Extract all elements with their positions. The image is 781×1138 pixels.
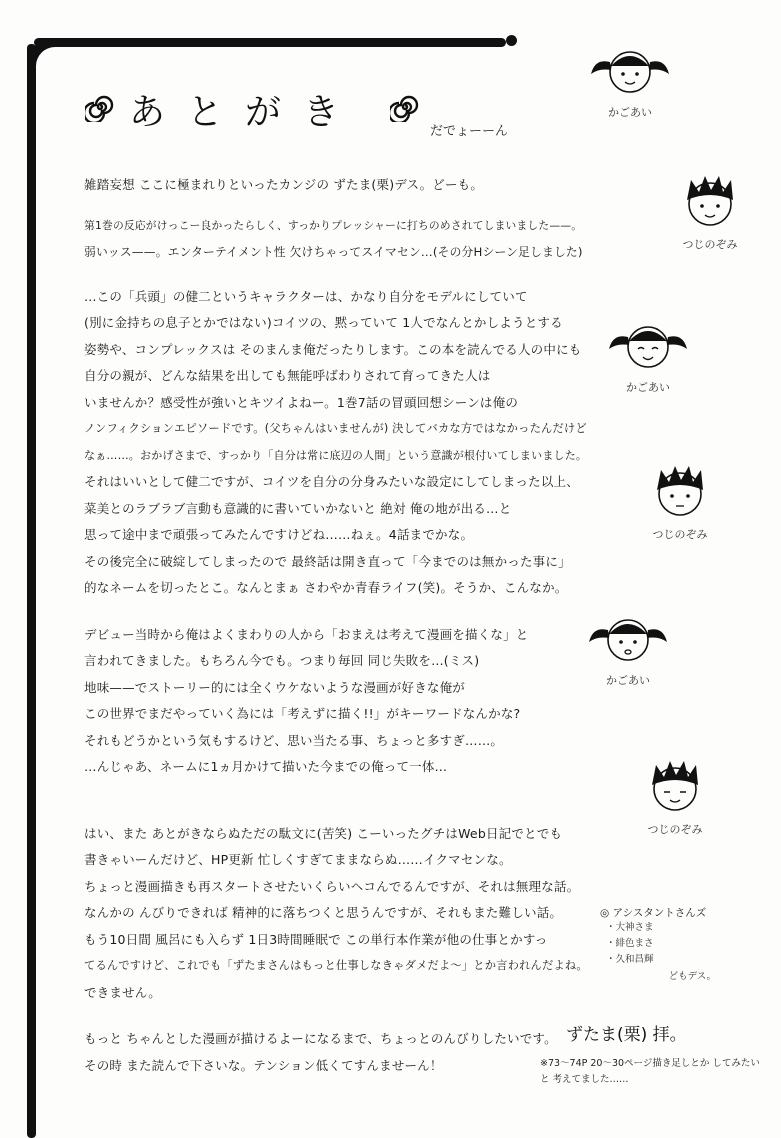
footnote: ※73〜74P 20〜30ページ描き足しとか してみたいと 考えてました…… [540,1058,760,1085]
frame-left-border [27,44,36,1138]
text-line: 菜美とのラブラブ言動も意識的に書いていかないと 絶対 俺の地が出る…と [84,500,512,516]
character-label: かごあい [608,106,652,119]
assistant-heading: ◎ アシスタントさんズ [600,907,707,919]
character-face-icon [630,755,720,819]
character-label: かごあい [626,381,670,394]
character-label: つじのぞみ [682,238,738,251]
afterword-paragraph [84,284,588,602]
text-line: できません。 [84,984,161,1000]
frame-corner [27,38,57,68]
afterword-body [84,172,588,1079]
text-line: 言われてきました。もちろん今でも。つまり毎回 同じ失敗を…(ミス) [84,653,480,668]
text-line: それもどうかという気もするけど、思い当たる事、ちょっと多すぎ……。 [84,732,504,748]
frame-top-border [34,38,506,47]
text-line: 的なネームを切ったとこ。なんとまぁ さわやか青春ライフ(笑)。そうか、こんなか。 [84,580,568,595]
character-sketch [578,608,678,688]
page-title: あとがき [129,92,362,133]
text-line: 思って途中まで頑張ってみたんですけどね……ねぇ。4話までかな。 [84,527,474,542]
text-line: いませんか？感受性が強いとキツイよねー。1巻7話の冒頭回想シーンは俺の [84,394,519,410]
text-line: 弱いッス——。エンターテイメント性 欠けちゃってスイマセン…(その分Hシーン足しました) [84,245,583,259]
text-line: デビュー当時から俺はよくまわりの人から「おまえは考えて漫画を描くな」と [84,626,529,642]
text-line: その後完全に破綻してしまったので 最終話は開き直って「今までのは無かった事に」 [84,553,571,569]
text-line: この世界でまだやっていく為には「考えずに描く!!」がキーワードなんかな? [84,706,521,721]
text-line: もう10日間 風呂にも入らず 1日3時間睡眠で この単行本作業が他の仕事とかすっ [84,931,548,947]
character-sketch [625,755,725,837]
text-line: 書きゃいーんだけど、HP更新 忙しくすぎてままならぬ……イクマセンな。 [84,852,512,867]
afterword-paragraph [84,213,584,266]
text-line: なぁ……。おかげさまで、すっかり「自分は常に底辺の人間」という意識が根付いてしまいました。 [84,448,588,462]
text-line: 自分の親が、どんな結果を出しても無能呼ばわりされて育ってきた人は [84,368,491,383]
afterword-paragraph [84,172,584,199]
text-line: 第1巻の反応がけっこー良かったらしく、すっかりプレッシャーに打ちのめされてしまいました——。 [84,218,583,232]
character-face-icon [585,40,675,102]
text-line: もっと ちゃんとした漫画が描けるよーになるまで、ちょっとのんびりしたいです。 [84,1031,557,1046]
afterword-paragraph [84,821,588,1007]
character-sketch [630,460,730,542]
signature: ずたま(栗) 拝。 [566,1025,687,1045]
text-line: なんかの んびりできれば 精神的に落ちつくと思うんですが、それもまた難しい話。 [84,905,563,920]
text-line: 姿勢や、コンプレックスは そのまんま俺だったりします。この本を読んでる人の中にも [84,341,582,357]
assistant-name: ・久和昌輝 [606,954,654,965]
assistant-name: ・緋色まさ [606,938,654,949]
text-line: それはいいとして健二ですが、コイツを自分の分身みたいな設定にしてしまった以上、 [84,474,579,489]
character-face-icon [665,170,755,234]
author-tag: だでょーーん [430,124,509,139]
text-line: …んじゃあ、ネームに1ヵ月かけて描いた今までの俺って一体… [84,759,448,774]
character-label: かごあい [606,674,650,687]
assistant-credits [600,905,720,982]
character-face-icon [635,460,725,524]
text-line: ノンフィクションエピソードです。(父ちゃんはいませんが) 決してバカな方ではなかったんだけど [84,422,587,435]
character-label: つじのぞみ [647,823,703,836]
text-line: ちょっと漫画描きも再スタートさせたいくらいヘコんでるんですが、それは無理な話。 [84,878,580,894]
text-line: その時 また読んで下さいな。テンション低くてすんませーん！ [84,1057,443,1073]
afterword-paragraph [84,622,584,781]
text-line: てるんですけど、これでも「ずたまさんはもっと仕事しなきゃダメだよ〜」とか言われんだよね。 [84,959,588,972]
text-line: (別に金持ちの息子とかではない)コイツの、黙っていて 1人でなんとかしようとする [84,315,563,330]
spiral-icon [85,92,115,122]
character-sketch [598,315,698,395]
frame-dot [506,35,517,46]
text-line: …この「兵頭」の健二というキャラクターは、かなり自分をモデルにしていて [84,288,528,304]
text-line: はい、また あとがきならぬただの駄文に(苦笑) こーいったグチはWeb日記でとでも [84,825,563,841]
afterword-paragraph [84,1026,584,1079]
character-face-icon [603,315,693,377]
character-label: つじのぞみ [652,528,708,541]
character-sketch [580,40,680,120]
assistant-thanks: どもデス。 [668,971,716,982]
text-line: 地味——でストーリー的には全くウケないような漫画が好きな俺が [84,679,466,695]
spiral-icon [390,92,420,122]
assistant-name: ・大神さま [606,922,654,933]
text-line: 雑踏妄想 ここに極まれりといったカンジの ずたま(栗)デス。どーも。 [84,177,484,192]
character-face-icon [583,608,673,670]
character-sketch [660,170,760,252]
